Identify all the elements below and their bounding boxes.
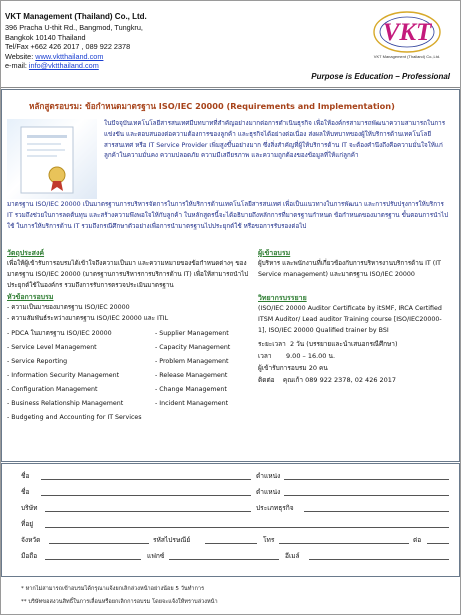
topics-heading: หัวข้อการอบรม — [7, 293, 54, 301]
time-value: 9.00 – 16.00 น. — [285, 352, 336, 360]
topic-item: - ความเป็นมาของมาตรฐาน ISO/IEC 20000 — [7, 304, 130, 311]
name-field-1[interactable] — [41, 479, 251, 480]
address-label: ที่อยู่ — [21, 520, 34, 528]
position-field-1[interactable] — [284, 479, 449, 480]
website-line — [5, 52, 143, 62]
mobile-field[interactable] — [45, 559, 141, 560]
instructor-text: (ISO/IEC 20000 Auditor Certificate by itSMF, IRCA Certified ITSM Auditor/ Lead auditor Training course [ISO/IEC20000-1], ISO/IEC 20000 Qualified trainer by BSI — [258, 305, 442, 334]
slogan: Purpose is Education – Professional — [311, 72, 450, 81]
business-type-field[interactable] — [304, 511, 449, 512]
audience-heading: ผู้เข้าอบรม — [258, 249, 291, 257]
topic-item: - Service Level Management — [7, 344, 97, 351]
note-cancellation: * หากไม่สามารถเข้าอบรมได้กรุณาแจ้งยกเลิกล่วงหน้าอย่างน้อย 5 วันทำการ — [21, 586, 205, 592]
topic-item: - Service Reporting — [7, 358, 68, 365]
name-label-1: ชื่อ — [21, 472, 30, 480]
topic-item: - Problem Management — [155, 358, 229, 365]
schedule-contact — [258, 374, 396, 386]
email-field[interactable] — [309, 559, 449, 560]
logo-caption: VKT Management (Thailand) Co.,Ltd. — [373, 54, 441, 59]
objectives-text: เพื่อให้ผู้เข้ารับการอบรมได้เข้าใจถึงความเป็นมา และความหมายของข้อกำหนดต่างๆ ของมาตรฐาน ISO/IEC 20000 (มาตรฐานการบริหารการบริการด้าน IT) เพื่อให้สามารถนำไปประยุกต์ใช้ในองค์กร รวมถึงการรับการตรวจประเมินมาตรฐาน — [7, 260, 249, 289]
postcode-label: รหัสไปรษณีย์ — [153, 536, 191, 544]
fax-field[interactable] — [169, 559, 279, 560]
schedule-time — [258, 350, 335, 362]
audience-text: ผู้บริหาร และพนักงานที่เกี่ยวข้องกับการบริหารงานบริการด้าน IT (IT Service management) และมาตรฐาน ISO/IEC 20000 — [258, 260, 441, 278]
company-label: บริษัท — [21, 504, 38, 512]
topic-item: - Capacity Management — [155, 344, 231, 351]
topic-item: - Incident Management — [155, 400, 229, 407]
address-line-2: Bangkok 10140 Thailand — [5, 32, 86, 42]
phone-label: โทร — [263, 536, 275, 544]
company-field[interactable] — [45, 511, 251, 512]
topic-item: - Information Security Management — [7, 372, 120, 379]
schedule-capacity: ผู้เข้ารับการอบรม 20 คน — [258, 364, 328, 372]
topic-item: - Configuration Management — [7, 386, 98, 393]
topic-item: - Supplier Management — [155, 330, 229, 337]
topic-item: - Release Management — [155, 372, 228, 379]
position-label-2: ตำแหน่ง — [256, 488, 281, 496]
logo-letters: VKT — [382, 19, 432, 46]
topic-item: - Budgeting and Accounting for IT Services — [7, 414, 142, 421]
postcode-field[interactable] — [205, 543, 257, 544]
topic-item: - ความสัมพันธ์ระหว่างมาตรฐาน ISO/IEC 20000 และ ITIL — [7, 315, 169, 322]
email-link[interactable]: info@vktthailand.com — [28, 61, 99, 71]
topic-item: - PDCA ในมาตรฐาน ISO/IEC 20000 — [7, 330, 112, 337]
email-label: e-mail: — [5, 61, 29, 71]
website-label: Website: — [5, 51, 36, 61]
province-label: จังหวัด — [21, 536, 41, 544]
fax-label: แฟกซ์ — [147, 552, 165, 560]
course-title: หลักสูตรอบรม: ข้อกำหนดมาตรฐาน ISO/IEC 20000 (Requirements and Implementation) — [29, 101, 395, 111]
website-link[interactable]: www.vktthailand.com — [35, 51, 104, 61]
name-label-2: ชื่อ — [21, 488, 30, 496]
objectives-heading: วัตถุประสงค์ — [7, 249, 45, 257]
position-label-1: ตำแหน่ง — [256, 472, 281, 480]
duration-label: ระยะเวลา — [258, 340, 286, 348]
email-line — [5, 61, 143, 71]
position-field-2[interactable] — [284, 495, 449, 496]
mobile-label: มือถือ — [21, 552, 38, 560]
ext-label: ต่อ — [413, 536, 422, 544]
topic-item: - Change Management — [155, 386, 227, 393]
course-description: มาตรฐาน ISO/IEC 20000 เป็นมาตรฐานการบริหารจัดการในการให้บริการด้านเทคโนโลยีสารสนเทศ เพื่อเป็นแนวทางในการพัฒนา และการปรับปรุงการให้บริการ IT รวมถึงช่วยในการลดต้นทุน และสร้างความพึงพอใจให้กับลูกค้า ในหลักสูตรนี้จะได้อธิบายถึงหลักการที่มาตรฐานกำหนด ข้อกำหนดของมาตรฐาน ขั้นตอนการนำไปใช้ ในการให้บริการด้าน IT รวมถึงกรณีศึกษาตัวอย่างเพื่อการนำมาตรฐานไปประยุกต์ใช้ หรือขอการรับรองต่อไป — [7, 201, 449, 230]
time-label: เวลา — [258, 352, 272, 360]
letterhead — [1, 1, 460, 89]
address-field[interactable] — [45, 527, 449, 528]
company-address — [5, 23, 143, 71]
name-field-2[interactable] — [41, 495, 251, 496]
phone-field[interactable] — [279, 543, 409, 544]
contact-label: ติดต่อ — [258, 376, 275, 384]
ext-field[interactable] — [427, 543, 449, 544]
province-field[interactable] — [49, 543, 149, 544]
certificate-graphic — [7, 119, 97, 199]
address-line-1: 396 Pracha U-thit Rd., Bangmod, Tungkru, — [5, 23, 143, 32]
instructor-heading: วิทยากรบรรยาย — [258, 294, 307, 302]
note-rights: ** บริษัทขอสงวนสิทธิ์ในการเลื่อนหรือยกเลิกการอบรม โดยจะแจ้งให้ทราบล่วงหน้า — [21, 599, 218, 605]
vkt-logo — [371, 7, 443, 62]
course-intro: ในปัจจุบันเทคโนโลยีสารสนเทศมีบทบาทที่สำคัญอย่างมากต่อการดำเนินธุรกิจ เพื่อให้องค์กรสามารถพัฒนาความสามารถในการแข่งขัน และตอบสนองต่อความต้องการของลูกค้า และธุรกิจได้อย่างต่อเนื่อง ส่งผลให้บทบาทของผู้ให้บริการด้านเทคโนโลยีสารสนเทศ หรือ IT Service Provider เพิ่มสูงขึ้นอย่างมาก ซึ่งสิ่งสำคัญที่ผู้ให้บริการด้าน IT จะต้องคำนึงถึงคือความมั่นใจให้แก่ลูกค้าในความมั่นคง ความปลอดภัย ความมีเสถียรภาพ และความถูกต้องของข้อมูลที่ให้แก่ลูกค้า — [104, 120, 446, 160]
tel-fax: Tel/Fax +662 426 2017 , 089 922 2378 — [5, 42, 131, 52]
business-type-label: ประเภทธุรกิจ — [256, 504, 294, 512]
certificate-image — [7, 119, 97, 199]
header-divider — [1, 87, 460, 88]
contact-value: คุณเก้า 089 922 2378, 02 426 2017 — [282, 376, 397, 384]
duration-value: 2 วัน (บรรยายและนำเสนอกรณีศึกษา) — [289, 340, 398, 348]
company-name: VKT Management (Thailand) Co., Ltd. — [5, 12, 147, 21]
topic-item: - Business Relationship Management — [7, 400, 124, 407]
email-field-label: อีเมล์ — [285, 552, 300, 560]
schedule-duration — [258, 338, 398, 350]
